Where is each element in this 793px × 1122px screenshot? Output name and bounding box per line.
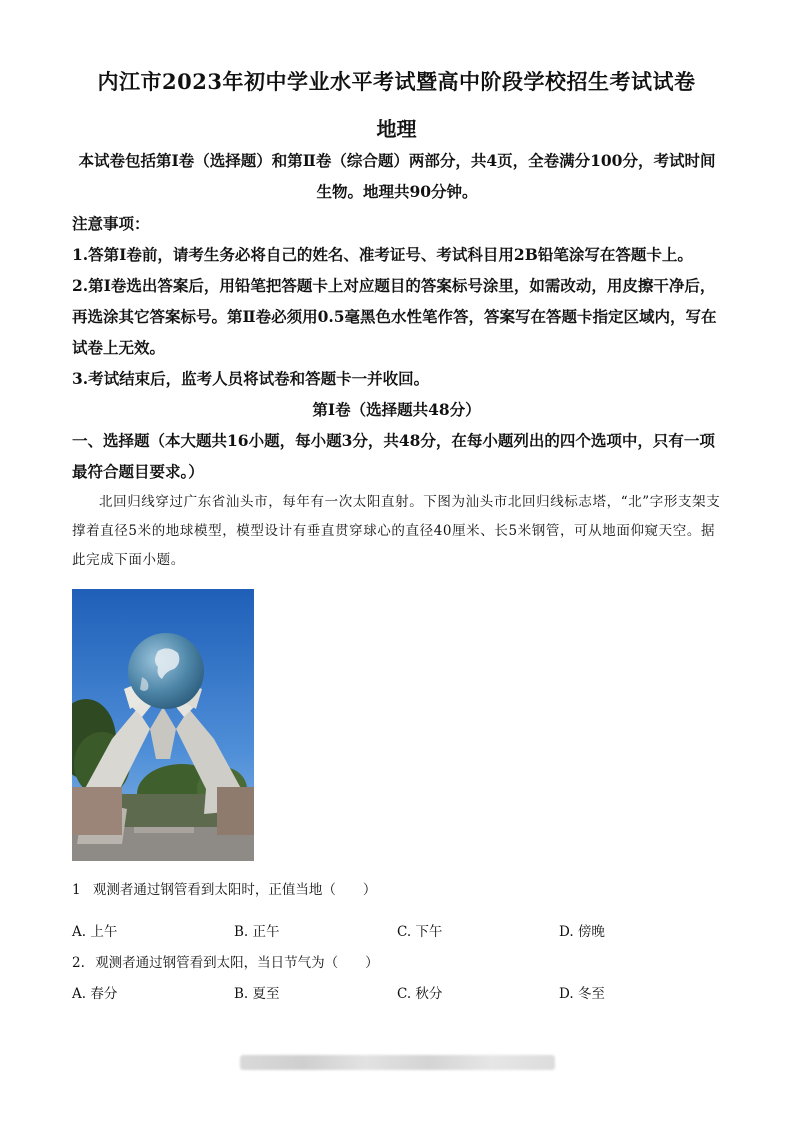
q2-option-d[interactable]: D. 冬至 xyxy=(559,986,605,1002)
note-item-3: 3.考试结束后，监考人员将试卷和答题卡一并收回。 xyxy=(72,369,430,388)
q1-option-b[interactable]: B. 正午 xyxy=(234,924,280,940)
note-item-2: 2.第Ⅰ卷选出答案后，用铅笔把答题卡上对应题目的答案标号涂里，如需改动，用皮擦干净后，再选涂其它答案标号。第Ⅱ卷必须用0.5毫黑色水性笔作答，答案写在答题卡指定区域内，写在试卷上无效。 xyxy=(72,276,717,357)
question-text: 观测者通过钢管看到太阳，当日节气为（ ） xyxy=(95,955,379,971)
question-number: 2. xyxy=(72,955,85,971)
reading-passage: 北回归线穿过广东省汕头市，每年有一次太阳直射。下图为汕头市北回归线标志塔，“北”字形支架支撑着直径5米的地球模型，模型设计有垂直贯穿球心的直径40厘米、长5米钢管，可从地面仰窥天空。据此完成下面小题。 xyxy=(72,494,721,568)
exam-intro: 本试卷包括第Ⅰ卷（选择题）和第Ⅱ卷（综合题）两部分，共4页，全卷满分100分，考试时间生物。地理共90分钟。 xyxy=(78,151,716,201)
q1-option-d[interactable]: D. 傍晚 xyxy=(559,924,605,940)
tropic-marker-tower-photo xyxy=(72,589,254,861)
subject-title: 地理 xyxy=(376,117,417,141)
q2-option-b[interactable]: B. 夏至 xyxy=(234,986,280,1002)
question-2-stem xyxy=(72,951,379,971)
blurred-watermark xyxy=(240,1055,555,1070)
question-1-stem xyxy=(72,878,376,898)
question-number: 1 xyxy=(72,882,81,898)
q1-option-a[interactable]: A. 上午 xyxy=(72,924,118,940)
q2-option-c[interactable]: C. 秋分 xyxy=(397,986,443,1002)
exam-title: 内江市2023年初中学业水平考试暨高中阶段学校招生考试试卷 xyxy=(97,69,696,94)
note-item-1: 1.答第Ⅰ卷前，请考生务必将自己的姓名、准考证号、考试科目用2B铅笔涂写在答题卡上。 xyxy=(72,245,693,264)
q1-option-c[interactable]: C. 下午 xyxy=(397,924,443,940)
notes-title: 注意事项： xyxy=(72,214,150,233)
question-text: 观测者通过钢管看到太阳时，正值当地（ ） xyxy=(92,882,377,898)
part-title: 一、选择题（本大题共16小题，每小题3分，共48分，在每小题列出的四个选项中，只有一项最符合题目要求。） xyxy=(72,431,715,481)
section-title: 第Ⅰ卷（选择题共48分） xyxy=(312,400,481,419)
q2-option-a[interactable]: A. 春分 xyxy=(72,986,118,1002)
